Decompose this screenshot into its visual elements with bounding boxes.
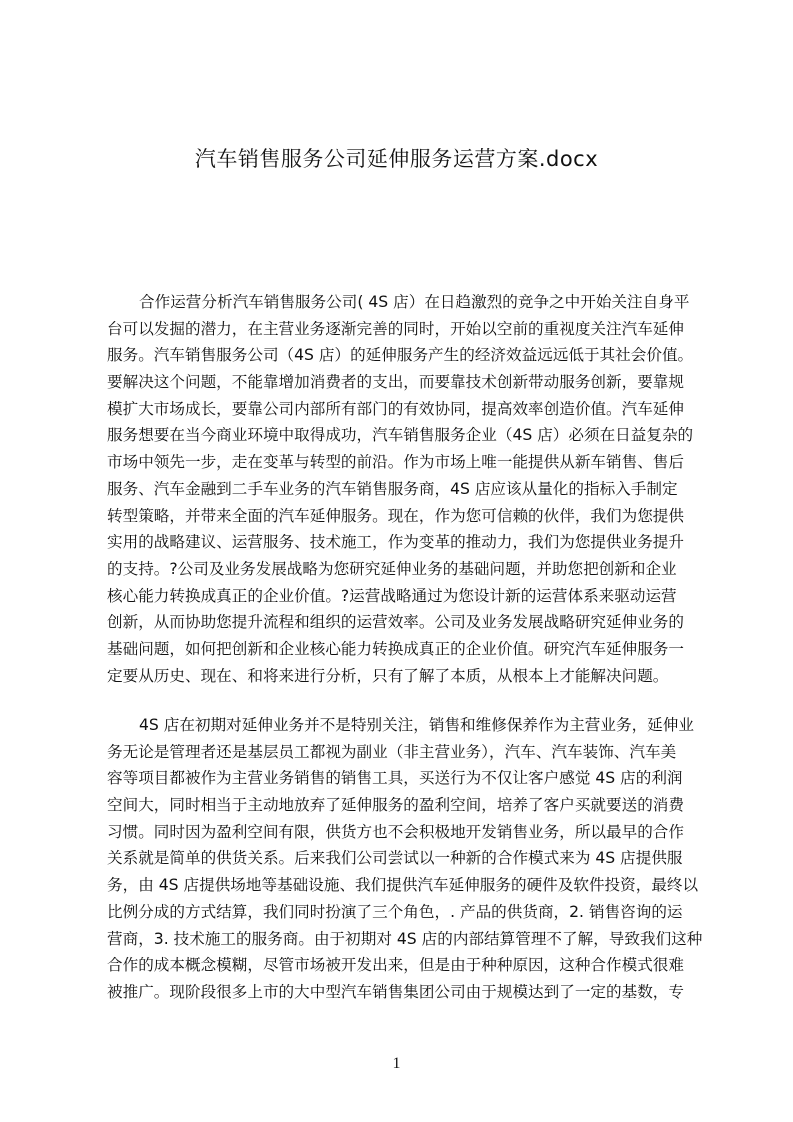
text-line: 定要从历史、现在、和将来进行分析，只有了解了本质，从根本上才能解决问题。: [107, 666, 669, 685]
text-line: 服务、汽车金融到二手车业务的汽车销售服务商，4S 店应该从量化的指标入手制定: [107, 479, 678, 498]
text-line: 务，由 4S 店提供场地等基础设施、我们提供汽车延伸服务的硬件及软件投资，最终以: [107, 876, 699, 895]
text-line: 模扩大市场成长，要靠公司内部所有部门的有效协同，提高效率创造价值。汽车延伸: [107, 399, 684, 418]
text-line: 基础问题，如何把创新和企业核心能力转换成真正的企业价值。研究汽车延伸服务一: [107, 639, 684, 658]
page-number: 1: [392, 1055, 401, 1072]
text-line: 被推广。现阶段很多上市的大中型汽车销售集团公司由于规模达到了一定的基数，专: [107, 982, 684, 1001]
text-line: 市场中领先一步，走在变革与转型的前沿。作为市场上唯一能提供从新车销售、售后: [107, 453, 684, 472]
text-line: 的支持。?公司及业务发展战略为您研究延伸业务的基础问题，并助您把创新和企业: [107, 559, 677, 578]
text-line: 营商，3. 技术施工的服务商。由于初期对 4S 店的内部结算管理不了解，导致我们这种: [107, 929, 703, 948]
text-line: 关系就是简单的供货关系。后来我们公司尝试以一种新的合作模式来为 4S 店提供服: [107, 849, 683, 868]
text-line: 比例分成的方式结算，我们同时扮演了三个角色，. 产品的供货商，2. 销售咨询的运: [107, 902, 683, 921]
text-line: 4S 店在初期对延伸业务并不是特别关注，销售和维修保养作为主营业务，延伸业: [139, 716, 694, 734]
text-line: 合作运营分析汽车销售服务公司( 4S 店）在日趋激烈的竞争之中开始关注自身平: [139, 293, 690, 311]
text-line: 合作的成本概念模糊，尽管市场被开发出来，但是由于种种原因，这种合作模式很难: [107, 956, 684, 975]
text-line: 务无论是管理者还是基层员工都视为副业（非主营业务），汽车、汽车装饰、汽车美: [107, 742, 677, 761]
text-line: 服务想要在当今商业环境中取得成功，汽车销售服务企业（4S 店）必须在日益复杂的: [107, 426, 694, 445]
paragraph-1: [107, 289, 704, 689]
text-line: 核心能力转换成真正的企业价值。?运营战略通过为您设计新的运营体系来驱动运营: [107, 586, 677, 605]
paragraph-2: [107, 712, 704, 1006]
text-line: 创新，从而协助您提升流程和组织的运营效率。公司及业务发展战略研究延伸业务的: [107, 613, 684, 632]
text-line: 空间大，同时相当于主动地放弃了延伸服务的盈利空间，培养了客户买就要送的消费: [107, 796, 684, 815]
text-line: 容等项目都被作为主营业务销售的销售工具，买送行为不仅让客户感觉 4S 店的利润: [107, 769, 683, 788]
document-title: 汽车销售服务公司延伸服务运营方案.docx: [194, 147, 599, 171]
text-line: 实用的战略建议、运营服务、技术施工，作为变革的推动力，我们为您提供业务提升: [107, 533, 684, 552]
text-line: 习惯。同时因为盈利空间有限，供货方也不会积极地开发销售业务，所以最早的合作: [107, 822, 684, 841]
text-line: 转型策略，并带来全面的汽车延伸服务。现在，作为您可信赖的伙伴，我们为您提供: [107, 506, 684, 525]
text-line: 要解决这个问题，不能靠增加消费者的支出，而要靠技术创新带动服务创新，要靠规: [107, 373, 684, 392]
text-line: 台可以发掘的潜力，在主营业务逐渐完善的同时，开始以空前的重视度关注汽车延伸: [107, 319, 684, 338]
text-line: 服务。汽车销售服务公司（4S 店）的延伸服务产生的经济效益远远低于其社会价值。: [107, 346, 694, 365]
